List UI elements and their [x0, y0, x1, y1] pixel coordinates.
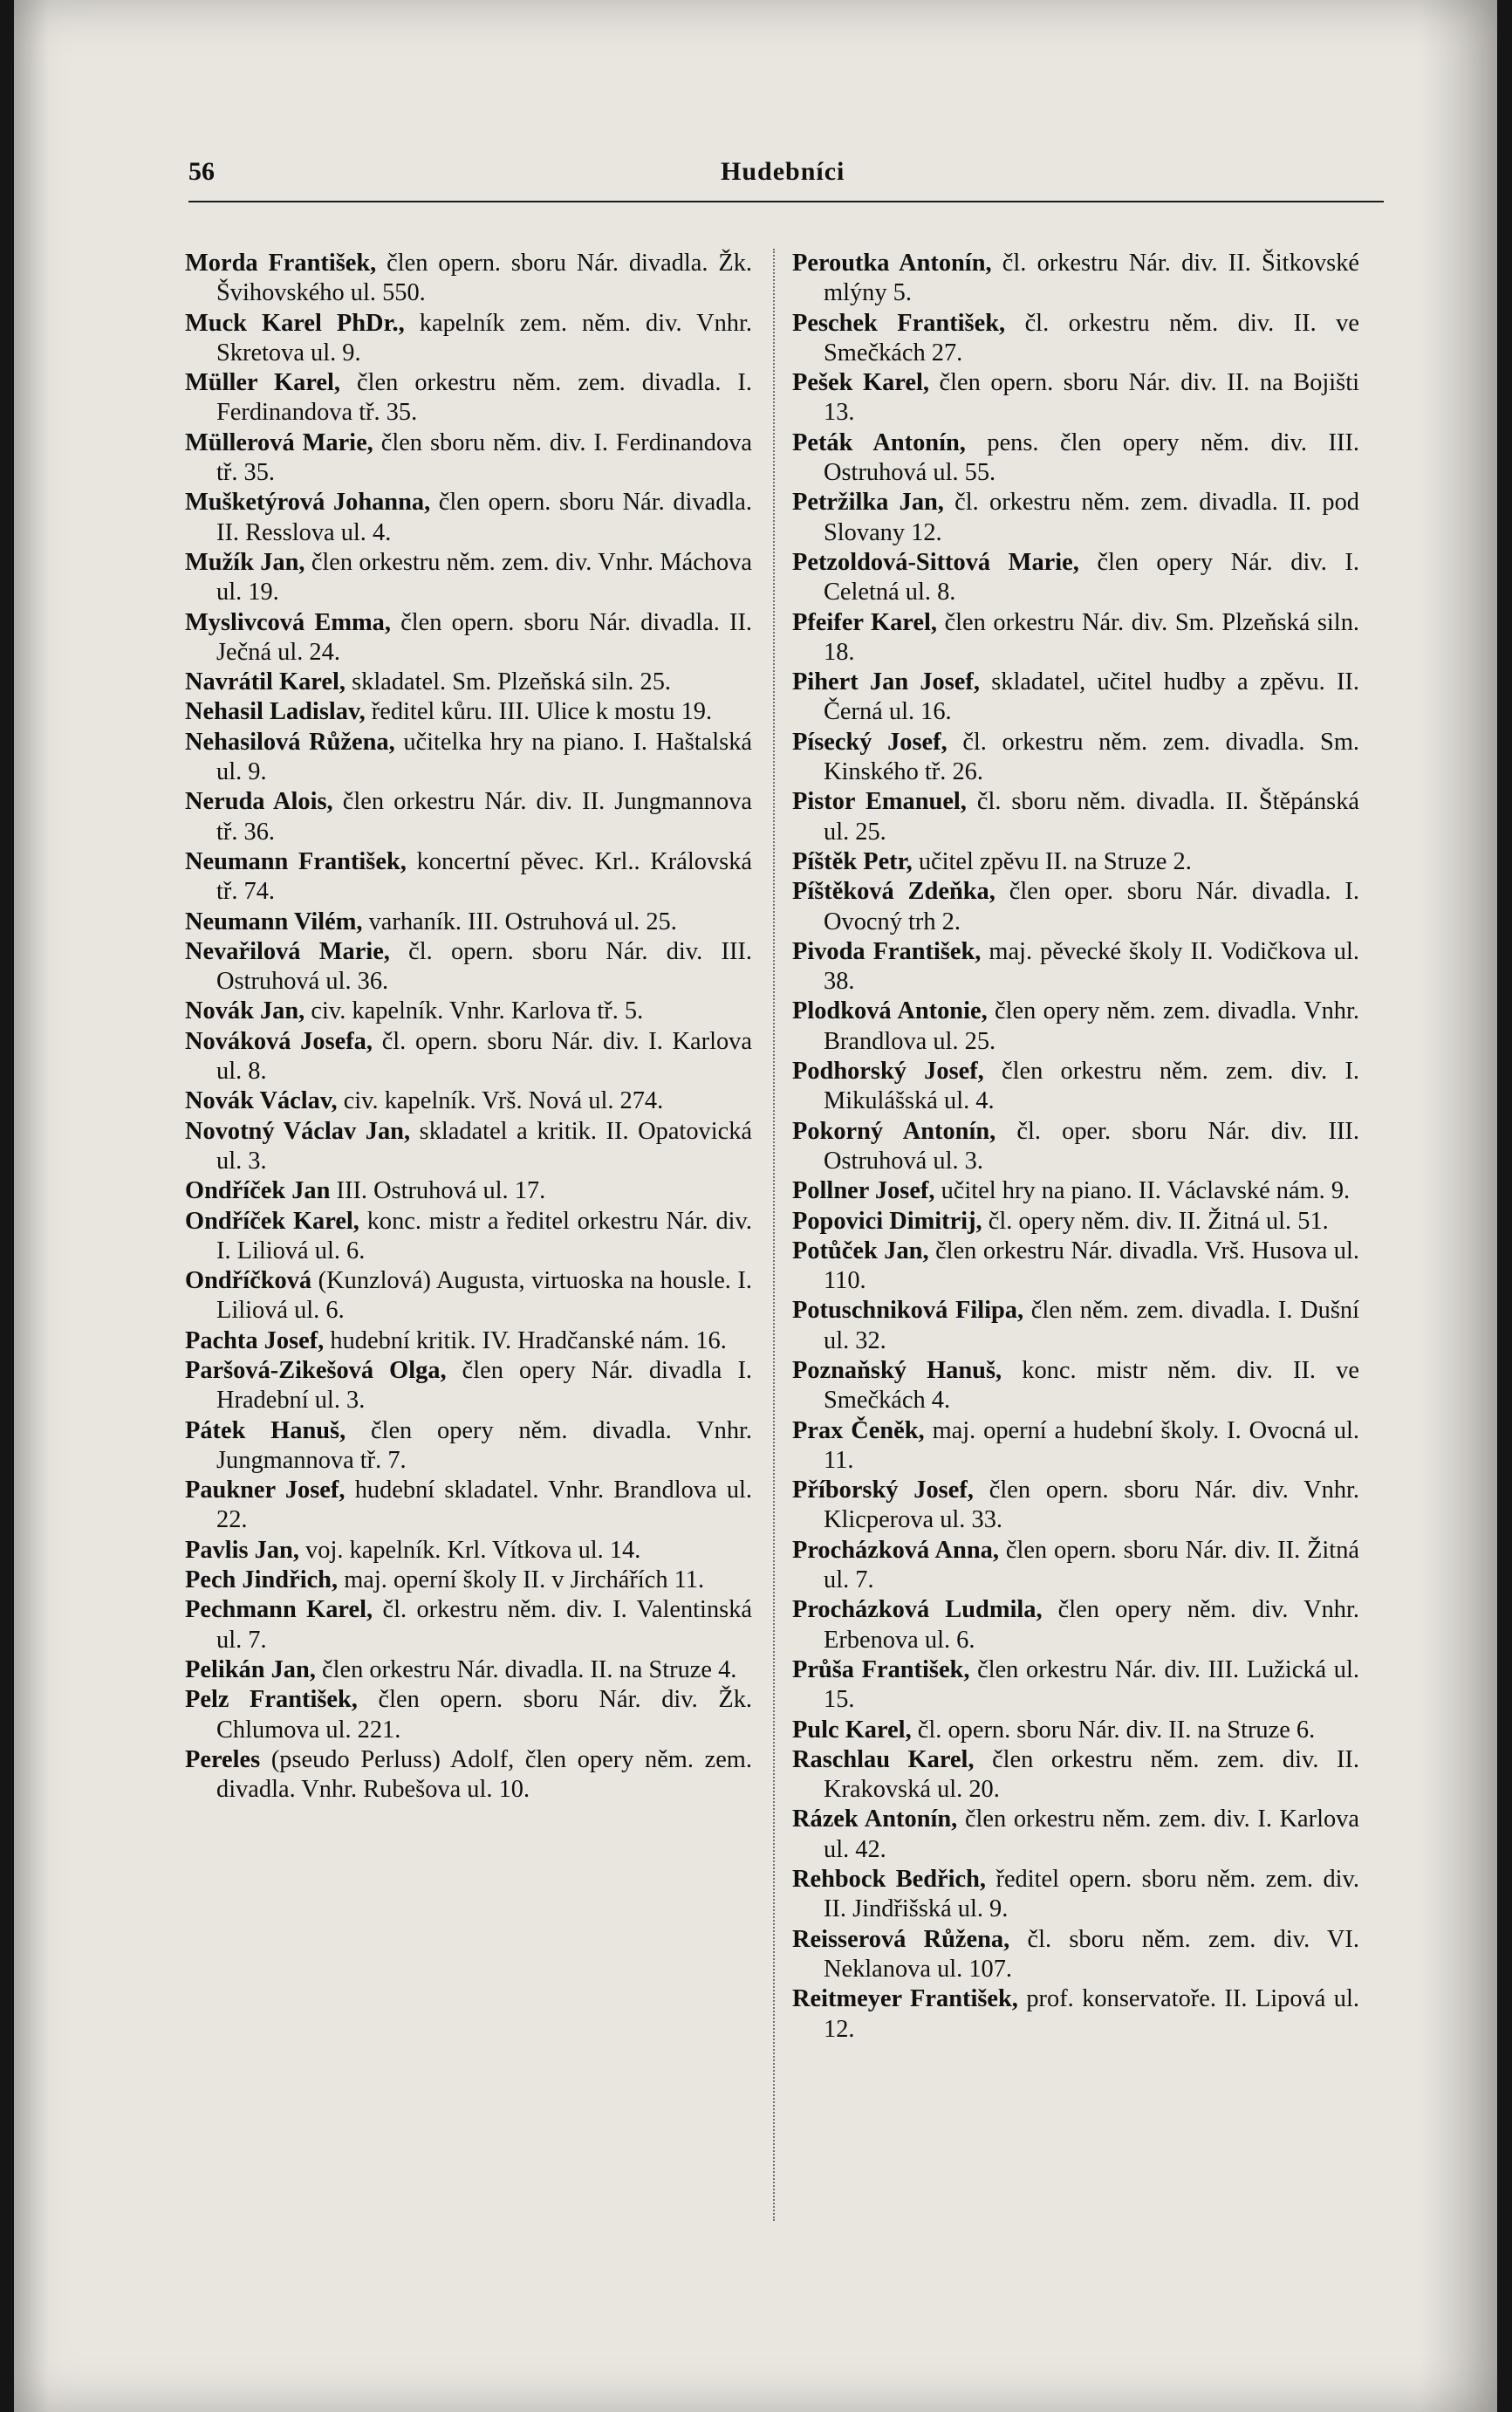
entry-name: Novák Jan, — [185, 997, 305, 1025]
entry-details: čl. opern. sboru Nár. div. II. na Struze 6. — [917, 1716, 1316, 1744]
directory-entry — [792, 1356, 1359, 1416]
entry-details: člen orkestru Nár. div. II. Jungmannova tř. 36. — [216, 788, 752, 846]
directory-entry — [792, 847, 1359, 877]
entry-name: Pulc Karel, — [792, 1716, 912, 1744]
entry-name: Průša František, — [792, 1655, 970, 1683]
entry-details: člen orkestru něm. zem. div. I. Karlova ul. 42. — [824, 1806, 1359, 1863]
entry-name: Neruda Alois, — [185, 788, 333, 816]
entry-details: člen něm. zem. divadla. I. Dušní ul. 32. — [824, 1297, 1359, 1354]
directory-entry — [185, 728, 752, 788]
directory-entry — [185, 697, 752, 727]
entry-name: Reisserová Růžena, — [792, 1925, 1010, 1953]
directory-entry — [185, 1207, 752, 1267]
entry-name: Reitmeyer František, — [792, 1985, 1018, 2013]
entry-details: (pseudo Perluss) Adolf, člen opery něm. zem. divadla. Vnhr. Rubešova ul. 10. — [216, 1745, 752, 1804]
directory-entry — [792, 1745, 1359, 1806]
directory-entry — [792, 1476, 1359, 1536]
page-shadow-left — [14, 0, 49, 2412]
entry-details: skladatel a kritik. II. Opatovická ul. 3. — [216, 1117, 752, 1175]
directory-entry — [185, 1476, 752, 1536]
directory-entry — [185, 1117, 752, 1177]
entry-name: Procházková Ludmila, — [792, 1596, 1043, 1624]
directory-entry — [792, 1057, 1359, 1117]
entry-details: učitelka hry na piano. I. Haštalská ul. 9. — [216, 728, 752, 786]
entry-name: Neumann Vilém, — [185, 908, 363, 935]
directory-entry — [185, 1086, 752, 1116]
page-header — [188, 157, 1384, 202]
entry-details: čl. orkestru něm. zem. divadla. Sm. Kinského tř. 26. — [824, 728, 1360, 786]
directory-entry — [185, 937, 752, 997]
entry-name: Myslivcová Emma, — [185, 608, 391, 636]
directory-entry — [792, 1925, 1359, 1985]
entry-name: Píštěk Petr, — [792, 847, 913, 875]
entry-name: Neumann František, — [185, 847, 407, 875]
entry-name: Pereles — [185, 1745, 261, 1773]
entry-name: Pešek Karel, — [792, 369, 929, 397]
directory-entry — [185, 1356, 752, 1416]
directory-entry — [792, 1865, 1359, 1925]
entry-name: Potůček Jan, — [792, 1237, 929, 1264]
page-number: 56 — [188, 157, 215, 186]
directory-entry — [792, 877, 1359, 937]
entry-details: člen opern. sboru Nár. divadla. II. Resslova ul. 4. — [216, 489, 752, 546]
directory-entry — [792, 1176, 1359, 1206]
directory-entry — [185, 548, 752, 608]
directory-entry — [185, 1685, 752, 1745]
entry-details: člen opern. sboru Nár. div. II. Žitná ul. 7. — [824, 1536, 1359, 1594]
entry-name: Rázek Antonín, — [792, 1806, 958, 1833]
entry-name: Nevařilová Marie, — [185, 937, 390, 965]
entry-name: Petržilka Jan, — [792, 489, 944, 517]
entry-name: Pokorný Antonín, — [792, 1117, 996, 1145]
directory-entry — [185, 1566, 752, 1595]
entry-name: Mužík Jan, — [185, 548, 305, 576]
entry-name: Procházková Anna, — [792, 1536, 999, 1564]
entry-name: Plodková Antonie, — [792, 997, 988, 1025]
directory-entry — [792, 1536, 1359, 1596]
entry-details: člen opern. sboru Nár. divadla. Žk. Švihovského ul. 550. — [216, 250, 752, 307]
entry-name: Pavlis Jan, — [185, 1536, 299, 1564]
directory-entry — [792, 1207, 1359, 1237]
directory-entry — [185, 1655, 752, 1685]
directory-entry — [792, 608, 1359, 668]
entry-name: Müllerová Marie, — [185, 428, 373, 456]
entry-details: člen orkestru něm. zem. div. Vnhr. Máchova ul. 19. — [216, 548, 752, 606]
entry-details: pens. člen opery něm. div. III. Ostruhová ul. 55. — [824, 428, 1359, 487]
entry-details: maj. pěvecké školy II. Vodičkova ul. 38. — [824, 937, 1359, 996]
directory-entry — [792, 787, 1359, 847]
entry-details: čl. orkestru Nár. div. II. Šitkovské mlýny 5. — [824, 250, 1359, 307]
directory-entry — [792, 368, 1359, 428]
directory-entry — [792, 309, 1359, 369]
entry-name: Novotný Václav Jan, — [185, 1117, 411, 1145]
directory-entry — [792, 937, 1359, 997]
entry-details: III. Ostruhová ul. 17. — [336, 1177, 546, 1205]
entry-details: člen opery něm. divadla. Vnhr. Jungmannova tř. 7. — [216, 1416, 752, 1474]
directory-entry — [185, 1745, 752, 1806]
entry-name: Morda František, — [185, 250, 377, 277]
directory-entry — [185, 428, 752, 489]
page-shadow-right — [1419, 0, 1497, 2412]
entry-name: Pollner Josef, — [792, 1177, 935, 1205]
directory-entry — [185, 1176, 752, 1206]
entry-details: člen orkestru něm. zem. div. II. Krakovská ul. 20. — [824, 1745, 1359, 1804]
directory-entry — [185, 488, 752, 548]
directory-entry — [185, 787, 752, 847]
entry-name: Rehbock Bedřich, — [792, 1866, 987, 1894]
entry-name: Navrátil Karel, — [185, 668, 346, 696]
entry-details: člen opery něm. div. Vnhr. Erbenova ul. 6. — [824, 1596, 1359, 1654]
directory-entry — [185, 1326, 752, 1356]
entry-details: skladatel. Sm. Plzeňská siln. 25. — [352, 668, 671, 696]
entry-details: konc. mistr něm. div. II. ve Smečkách 4. — [824, 1356, 1359, 1415]
entry-details: čl. oper. sboru Nár. div. III. Ostruhová ul. 3. — [824, 1117, 1359, 1175]
entry-details: člen opern. sboru Nár. div. II. na Bojišti 13. — [824, 369, 1359, 427]
directory-entry — [792, 1296, 1359, 1356]
entry-details: člen orkestru něm. zem. divadla. I. Ferdinandova tř. 35. — [216, 369, 752, 427]
entry-details: kapelník zem. něm. div. Vnhr. Skretova ul. 9. — [216, 309, 752, 367]
entry-details: učitel zpěvu II. na Struze 2. — [918, 847, 1192, 875]
entry-details: civ. kapelník. Vnhr. Karlova tř. 5. — [311, 997, 644, 1025]
entry-details: člen opery Nár. divadla I. Hradební ul. 3. — [216, 1356, 752, 1415]
entry-details: koncertní pěvec. Krl.. Královská tř. 74. — [216, 847, 752, 906]
directory-entry — [185, 1266, 752, 1326]
entry-name: Novák Václav, — [185, 1087, 338, 1115]
entry-name: Muck Karel PhDr., — [185, 309, 405, 337]
column-divider — [773, 249, 775, 2221]
directory-entry — [792, 997, 1359, 1057]
entry-name: Poznaňský Hanuš, — [792, 1356, 1002, 1384]
entry-name: Potuschniková Filipa, — [792, 1297, 1024, 1325]
entry-details: člen opern. sboru Nár. div. Vnhr. Klicperova ul. 33. — [824, 1477, 1360, 1534]
directory-entry — [792, 488, 1359, 548]
directory-entry — [792, 1716, 1359, 1745]
directory-entry — [185, 368, 752, 428]
entry-details: člen oper. sboru Nár. divadla. I. Ovocný trh 2. — [824, 878, 1359, 935]
entry-details: konc. mistr a ředitel orkestru Nár. div. I. Liliová ul. 6. — [216, 1207, 752, 1264]
entry-name: Nehasil Ladislav, — [185, 698, 366, 726]
left-column — [185, 249, 752, 1805]
entry-details: maj. operní školy II. v Jirchářích 11. — [344, 1566, 705, 1594]
entry-details: člen orkestru Nár. divadla. Vrš. Husova ul. 110. — [824, 1237, 1359, 1295]
entry-name: Ondříček Jan — [185, 1177, 331, 1205]
entry-name: Pechmann Karel, — [185, 1596, 373, 1624]
entry-details: učitel hry na piano. II. Václavské nám. 9. — [941, 1177, 1351, 1205]
entry-details: hudební skladatel. Vnhr. Brandlova ul. 22. — [216, 1477, 753, 1534]
directory-page — [14, 0, 1497, 2412]
directory-entry — [792, 1595, 1359, 1655]
entry-details: člen orkestru Nár. div. III. Lužická ul. 15. — [824, 1655, 1359, 1714]
directory-entry — [792, 1655, 1359, 1716]
entry-details: člen orkestru něm. zem. div. I. Mikulášská ul. 4. — [824, 1058, 1359, 1115]
entry-name: Müller Karel, — [185, 369, 341, 397]
entry-name: Píštěková Zdeňka, — [792, 878, 995, 906]
directory-entry — [792, 249, 1359, 309]
entry-details: (Kunzlová) Augusta, virtuoska na housle. I. Liliová ul. 6. — [216, 1267, 752, 1325]
entry-details: čl. sboru něm. zem. div. VI. Neklanova ul. 107. — [824, 1925, 1359, 1983]
entry-name: Pelz František, — [185, 1686, 358, 1714]
directory-entry — [185, 1595, 752, 1655]
entry-name: Peroutka Antonín, — [792, 250, 992, 277]
entry-name: Písecký Josef, — [792, 728, 948, 756]
entry-details: čl. opery něm. div. II. Žitná ul. 51. — [988, 1207, 1329, 1235]
entry-name: Mušketýrová Johanna, — [185, 489, 431, 517]
entry-details: čl. opern. sboru Nár. div. I. Karlova ul. 8. — [216, 1027, 752, 1086]
entry-name: Pech Jindřich, — [185, 1566, 339, 1594]
entry-name: Ondříček Karel, — [185, 1207, 359, 1235]
entry-name: Raschlau Karel, — [792, 1745, 975, 1773]
entry-name: Peschek František, — [792, 309, 1006, 337]
entry-details: varhaník. III. Ostruhová ul. 25. — [368, 908, 677, 935]
entry-name: Pistor Emanuel, — [792, 788, 967, 816]
entry-details: člen opery něm. zem. divadla. Vnhr. Brandlova ul. 25. — [824, 997, 1359, 1055]
running-title: Hudebníci — [721, 157, 845, 186]
directory-entry — [185, 847, 752, 908]
entry-details: čl. opern. sboru Nár. div. III. Ostruhová ul. 36. — [216, 937, 752, 996]
entry-details: ředitel kůru. III. Ulice k mostu 19. — [371, 698, 713, 726]
entry-details: čl. orkestru něm. div. II. ve Smečkách 27. — [824, 309, 1359, 367]
entry-name: Peták Antonín, — [792, 428, 966, 456]
directory-entry — [792, 728, 1359, 788]
entry-details: čl. orkestru něm. zem. divadla. II. pod Slovany 12. — [824, 489, 1359, 546]
entry-name: Paukner Josef, — [185, 1477, 346, 1504]
entry-name: Pfeifer Karel, — [792, 608, 937, 636]
right-column — [792, 249, 1359, 2045]
entry-name: Pivoda František, — [792, 937, 982, 965]
entry-details: čl. sboru něm. divadla. II. Štěpánská ul. 25. — [824, 788, 1359, 846]
entry-details: ředitel opern. sboru něm. zem. div. II. Jindřišská ul. 9. — [824, 1866, 1359, 1923]
entry-details: čl. orkestru něm. div. I. Valentinská ul. 7. — [216, 1596, 752, 1654]
entry-name: Nehasilová Růžena, — [185, 728, 395, 756]
directory-entry — [792, 1117, 1359, 1177]
directory-entry — [792, 1237, 1359, 1297]
entry-details: prof. konservatoře. II. Lipová ul. 12. — [824, 1985, 1359, 2043]
directory-entry — [185, 608, 752, 668]
directory-entry — [185, 1416, 752, 1477]
directory-entry — [792, 1984, 1359, 2045]
entry-name: Pátek Hanuš, — [185, 1416, 346, 1444]
entry-name: Podhorský Josef, — [792, 1058, 984, 1086]
entry-details: člen orkestru Nár. divadla. II. na Struze 4. — [321, 1655, 737, 1683]
directory-entry — [185, 997, 752, 1026]
directory-entry — [185, 668, 752, 697]
directory-entry — [792, 668, 1359, 728]
directory-entry — [792, 428, 1359, 489]
entry-name: Pihert Jan Josef, — [792, 668, 980, 696]
directory-entry — [185, 249, 752, 309]
entry-name: Pachta Josef, — [185, 1326, 325, 1354]
directory-entry — [792, 548, 1359, 608]
entry-details: voj. kapelník. Krl. Vítkova ul. 14. — [305, 1536, 641, 1564]
entry-details: člen opery Nár. div. I. Celetná ul. 8. — [824, 548, 1359, 606]
entry-details: člen sboru něm. div. I. Ferdinandova tř. 35. — [216, 428, 752, 487]
entry-details: civ. kapelník. Vrš. Nová ul. 274. — [343, 1087, 664, 1115]
entry-name: Popovici Dimitrij, — [792, 1207, 982, 1235]
entry-details: hudební kritik. IV. Hradčanské nám. 16. — [330, 1326, 727, 1354]
entry-name: Petzoldová-Sittová Marie, — [792, 548, 1079, 576]
directory-entry — [185, 309, 752, 369]
entry-name: Pelikán Jan, — [185, 1655, 316, 1683]
directory-entry — [185, 1536, 752, 1566]
entry-details: skladatel, učitel hudby a zpěvu. II. Černá ul. 16. — [824, 668, 1359, 726]
directory-entry — [792, 1805, 1359, 1865]
entry-name: Příborský Josef, — [792, 1477, 974, 1504]
entry-details: člen opern. sboru Nár. divadla. II. Ječná ul. 24. — [216, 608, 753, 666]
entry-details: maj. operní a hudební školy. I. Ovocná ul. 11. — [824, 1416, 1359, 1474]
directory-entry — [792, 1416, 1359, 1477]
entry-details: člen opern. sboru Nár. div. Žk. Chlumova ul. 221. — [216, 1686, 752, 1744]
entry-name: Prax Čeněk, — [792, 1416, 925, 1444]
entry-name: Nováková Josefa, — [185, 1027, 373, 1055]
entry-name: Ondříčková — [185, 1267, 312, 1295]
directory-entry — [185, 908, 752, 937]
directory-entry — [185, 1027, 752, 1087]
entry-name: Paršová-Zikešová Olga, — [185, 1356, 447, 1384]
entry-details: člen orkestru Nár. div. Sm. Plzeňská siln. 18. — [824, 608, 1359, 666]
